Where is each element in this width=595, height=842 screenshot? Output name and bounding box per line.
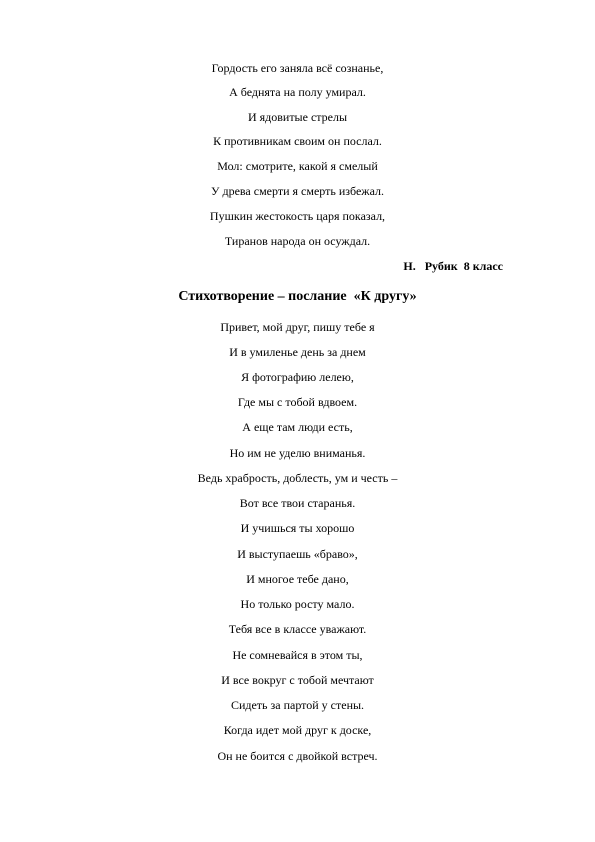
poem-line: У древа смерти я смерть избежал. bbox=[211, 184, 384, 198]
poem-line: И многое тебе дано, bbox=[246, 572, 349, 586]
poem-line: Пушкин жестокость царя показал, bbox=[209, 209, 386, 223]
poem-line: К противникам своим он послал. bbox=[213, 134, 382, 148]
poem-line: И ядовитые стрелы bbox=[247, 110, 348, 124]
author-signature: Н. Рубик 8 класс bbox=[403, 259, 503, 273]
poem-line: А беднята на полу умирал. bbox=[229, 85, 366, 99]
poem-line: Ведь храбрость, доблесть, ум и честь – bbox=[197, 471, 398, 485]
poem-line: Когда идет мой друг к доске, bbox=[223, 723, 372, 737]
poem-line: А еще там люди есть, bbox=[242, 420, 353, 434]
poem-line: И в умиленье день за днем bbox=[229, 345, 366, 359]
poem-line: Вот все твои старанья. bbox=[239, 496, 356, 510]
poem-title: Стихотворение – послание «К другу» bbox=[178, 289, 417, 304]
poem-line: Где мы с тобой вдвоем. bbox=[237, 395, 358, 409]
poem-line: Но только росту мало. bbox=[240, 597, 355, 611]
poem-line: И все вокруг с тобой мечтают bbox=[221, 673, 374, 687]
poem-line: Но им не уделю вниманья. bbox=[229, 446, 366, 460]
poem-line: И учишься ты хорошо bbox=[240, 521, 355, 535]
poem-line: Он не боится с двойкой встреч. bbox=[217, 749, 378, 763]
poem-line: Гордость его заняла всё сознанье, bbox=[211, 61, 384, 75]
poem-line: Тиранов народа он осуждал. bbox=[224, 234, 371, 248]
poem-line: Я фотографию лелею, bbox=[241, 370, 354, 384]
poem-line: Сидеть за партой у стены. bbox=[230, 698, 365, 712]
poem-line: Мол: смотрите, какой я смелый bbox=[217, 159, 378, 173]
poem-line: Привет, мой друг, пишу тебе я bbox=[220, 320, 375, 334]
poem-line: Тебя все в классе уважают. bbox=[228, 622, 367, 636]
poem-line: Не сомневайся в этом ты, bbox=[232, 648, 363, 662]
poem-line: И выступаешь «браво», bbox=[237, 547, 358, 561]
